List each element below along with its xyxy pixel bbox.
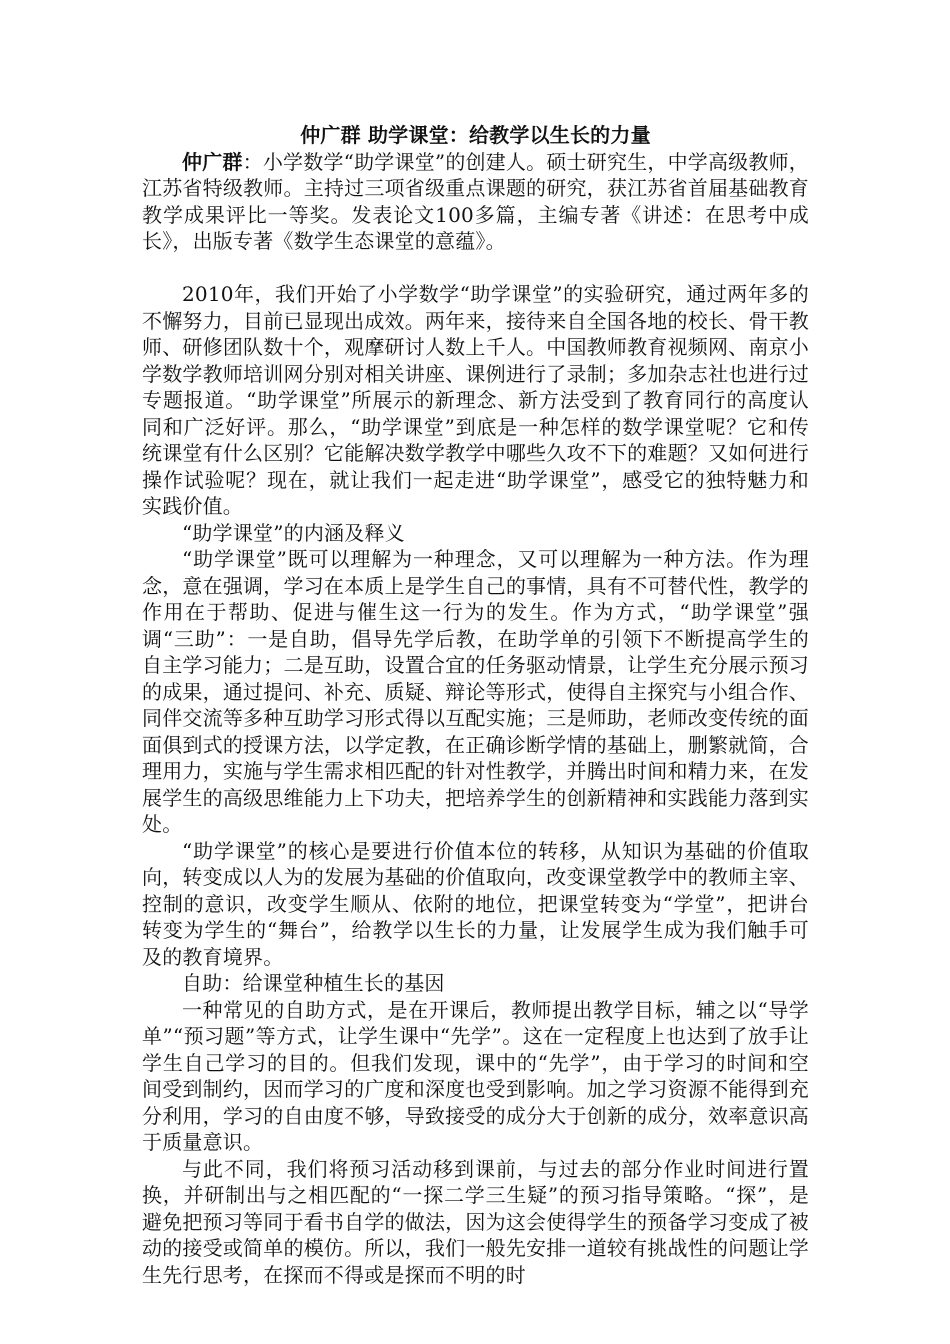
paragraph-core: “助学课堂”的核心是要进行价值本位的转移，从知识为基础的价值取向，转变成以人为的发展为基础的价值取向，改变课堂教学中的教师主宰、控制的意识，改变学生顺从、依附的地位，把课堂转变为“学堂”，把讲台转变为学生的“舞台”，给教学以生长的力量，让发展学生成为我们触手可及的教育境界。	[142, 838, 809, 969]
document-title: 仲广群 助学课堂：给教学以生长的力量	[300, 123, 651, 147]
author-name: 仲广群	[182, 149, 243, 174]
author-bio-text: ：小学数学“助学课堂”的创建人。硕士研究生，中学高级教师，江苏省特级教师。主持过三项省级重点课题的研究，获江苏省首届基础教育教学成果评比一等奖。发表论文100多篇，主编专著《讲述：在思考中成长》，出版专著《数学生态课堂的意蕴》。	[142, 149, 810, 253]
section-heading-self-help: 自助：给课堂种植生长的基因	[182, 971, 445, 995]
paragraph-common-method: 一种常见的自助方式，是在开课后，教师提出教学目标，辅之以“导学单”“预习题”等方式，让学生课中“先学”。这在一定程度上也达到了放手让学生自己学习的目的。但我们发现，课中的“先学”，由于学习的时间和空间受到制约，因而学习的广度和深度也受到影响。加之学习资源不能得到充分利用，学习的自由度不够，导致接受的成分大于创新的成分，效率意识高于质量意识。	[142, 997, 809, 1154]
author-bio	[142, 149, 809, 255]
paragraph-intro: 2010年，我们开始了小学数学“助学课堂”的实验研究，通过两年多的不懈努力，目前已显现出成效。两年来，接待来自全国各地的校长、骨干教师、研修团队数十个，观摩研讨人数上千人。中国教师教育视频网、南京小学数学教师培训网分别对相关讲座、课例进行了录制；多加杂志社也进行过专题报道。“助学课堂”所展示的新理念、新方法受到了教育同行的高度认同和广泛好评。那么，“助学课堂”到底是一种怎样的数学课堂呢？它和传统课堂有什么区别？它能解决数学教学中哪些久攻不下的难题？又如何进行操作试验呢？现在，就让我们一起走进“助学课堂”，感受它的独特魅力和实践价值。	[142, 282, 809, 518]
document-page	[142, 122, 809, 1288]
paragraph-preview-strategy: 与此不同，我们将预习活动移到课前，与过去的部分作业时间进行置换，并研制出与之相匹配的“一探二学三生疑”的预习指导策略。“探”，是避免把预习等同于看书自学的做法，因为这会使得学生的预备学习变成了被动的接受或简单的模仿。所以，我们一般先安排一道较有挑战性的问题让学生先行思考，在探而不得或是探而不明的时	[142, 1156, 809, 1287]
section-heading-connotation: “助学课堂”的内涵及释义	[182, 520, 405, 545]
blank-line	[142, 255, 809, 282]
paragraph-definition: “助学课堂”既可以理解为一种理念，又可以理解为一种方法。作为理念，意在强调，学习在本质上是学生自己的事情，具有不可替代性，教学的作用在于帮助、促进与催生这一行为的发生。作为方式，“助学课堂”强调“三助”：一是自助，倡导先学后教，在助学单的引领下不断提高学生的自主学习能力；二是互助，设置合宜的任务驱动情景，让学生充分展示预习的成果，通过提问、补充、质疑、辩论等形式，使得自主探究与小组合作、同伴交流等多种互助学习形式得以互配实施；三是师助，老师改变传统的面面俱到式的授课方法，以学定教，在正确诊断学情的基础上，删繁就简，合理用力，实施与学生需求相匹配的针对性教学，并腾出时间和精力来，在发展学生的高级思维能力上下功夫，把培养学生的创新精神和实践能力落到实处。	[142, 547, 809, 836]
